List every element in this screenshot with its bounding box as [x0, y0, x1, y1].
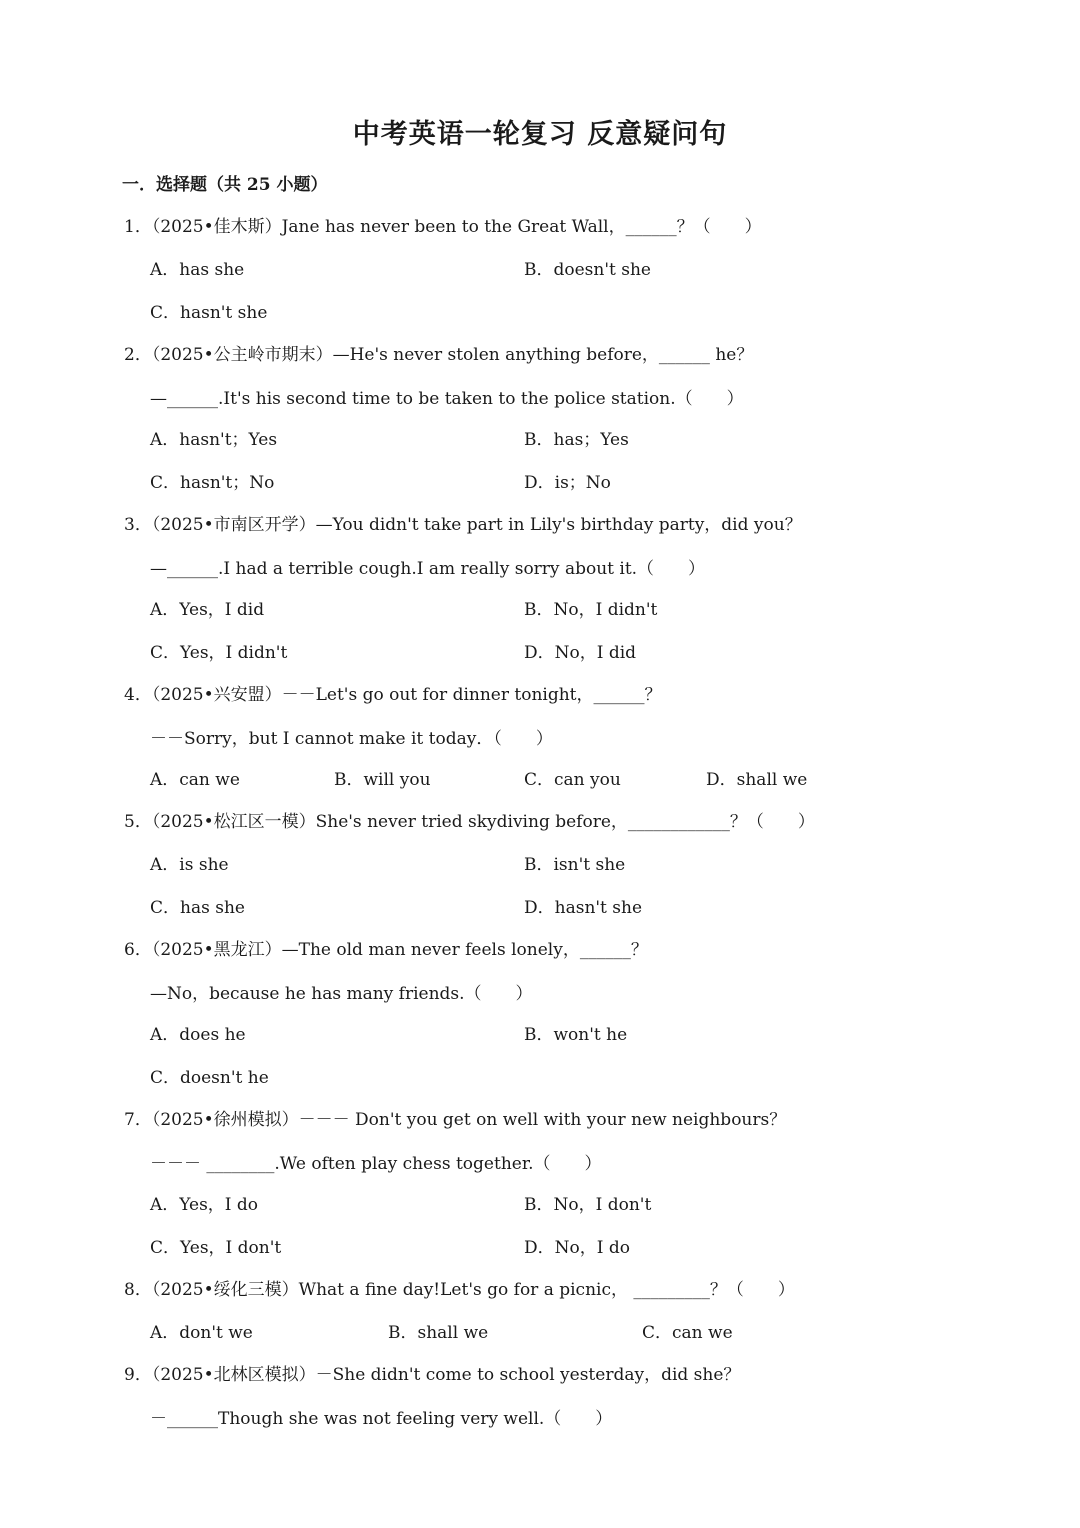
question-7-option-d: D．No，I do — [524, 1238, 630, 1258]
question-7-option-b: B．No，I don't — [524, 1195, 652, 1215]
question-6-option-b: B．won't he — [524, 1025, 628, 1045]
question-2-option-a: A．hasn't；Yes — [150, 430, 278, 450]
question-3-option-d: D．No，I did — [524, 643, 637, 663]
question-1-stem: 1．（2025•佳木斯）Jane has never been to the Great Wall，______？（ ） — [124, 217, 762, 237]
question-5-option-b: B．isn't she — [524, 855, 626, 875]
question-6-dialogue: —No，because he has many friends.（ ） — [150, 984, 533, 1004]
question-4-stem: 4．（2025•兴安盟）－－Let's go out for dinner tonight，______？ — [124, 685, 662, 705]
question-7-option-a: A．Yes，I do — [150, 1195, 259, 1215]
question-3-stem: 3．（2025•市南区开学）—You didn't take part in Lily's birthday party，did you？ — [124, 515, 802, 535]
question-4-option-d: D．shall we — [706, 770, 808, 790]
question-1-option-a: A．has she — [150, 260, 245, 280]
question-5-option-c: C．has she — [150, 898, 245, 918]
question-7-option-c: C．Yes，I don't — [150, 1238, 282, 1258]
page-title: 中考英语一轮复习 反意疑问句 — [352, 119, 728, 150]
question-8-stem: 8．（2025•绥化三模）What a fine day!Let's go for a picnic， _________？（ ） — [124, 1280, 795, 1300]
question-8-option-c: C．can we — [642, 1323, 733, 1343]
question-5-option-a: A．is she — [150, 855, 229, 875]
question-3-option-c: C．Yes，I didn't — [150, 643, 288, 663]
question-2-option-c: C．hasn't；No — [150, 473, 275, 493]
question-1-option-c: C．hasn't she — [150, 303, 268, 323]
question-2-option-b: B．has；Yes — [524, 430, 629, 450]
question-5-option-d: D．hasn't she — [524, 898, 643, 918]
question-3-option-b: B．No，I didn't — [524, 600, 658, 620]
question-7-dialogue: －－－ ________.We often play chess together.（ ） — [150, 1154, 602, 1174]
question-2-option-d: D．is；No — [524, 473, 611, 493]
question-4-option-c: C．can you — [524, 770, 621, 790]
question-4-dialogue: －－Sorry，but I cannot make it today．（ ） — [150, 729, 553, 749]
section-heading: 一．选择题（共 25 小题） — [122, 175, 328, 195]
question-7-stem: 7．（2025•徐州模拟）－－－ Don't you get on well with your new neighbours？ — [124, 1110, 787, 1130]
question-4-option-a: A．can we — [150, 770, 240, 790]
question-6-option-a: A．does he — [150, 1025, 246, 1045]
question-8-option-b: B．shall we — [388, 1323, 489, 1343]
question-5-stem: 5．（2025•松江区一模）She's never tried skydiving before，____________？（ ） — [124, 812, 815, 832]
question-6-stem: 6．（2025•黑龙江）—The old man never feels lonely，______？ — [124, 940, 648, 960]
question-9-stem: 9．（2025•北林区模拟）－She didn't come to school yesterday，did she？ — [124, 1365, 741, 1385]
question-6-option-c: C．doesn't he — [150, 1068, 269, 1088]
question-3-dialogue: —______.I had a terrible cough.I am really sorry about it.（ ） — [150, 559, 706, 579]
question-9-dialogue: －______Though she was not feeling very well.（ ） — [150, 1409, 613, 1429]
question-8-option-a: A．don't we — [150, 1323, 253, 1343]
question-3-option-a: A．Yes，I did — [150, 600, 265, 620]
question-2-dialogue: —______.It's his second time to be taken to the police station.（ ） — [150, 389, 744, 409]
question-4-option-b: B．will you — [334, 770, 431, 790]
question-1-option-b: B．doesn't she — [524, 260, 651, 280]
question-2-stem: 2．（2025•公主岭市期末）—He's never stolen anything before，______ he？ — [124, 345, 754, 365]
